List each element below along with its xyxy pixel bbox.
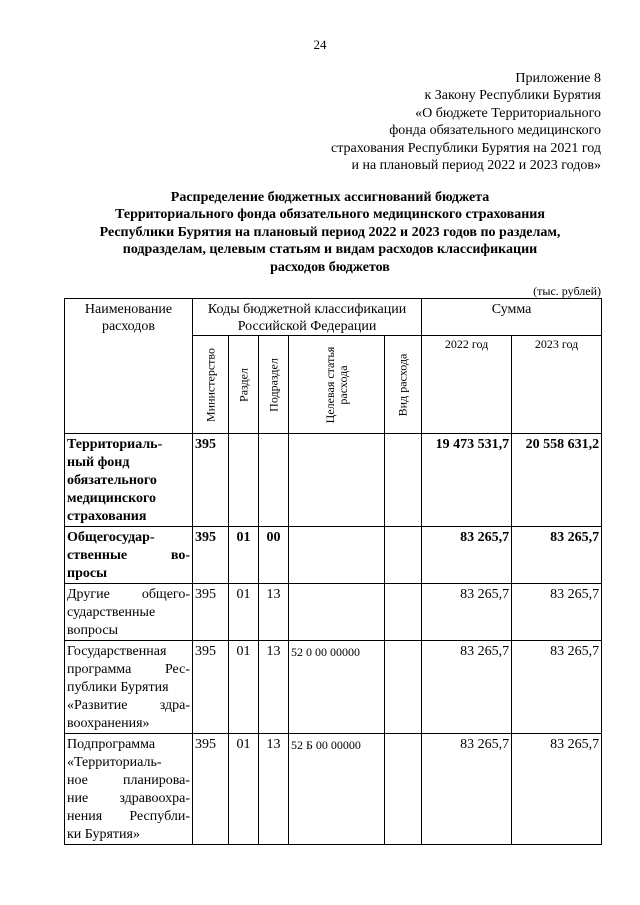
header-ministry-label: Министерство (203, 347, 217, 422)
header-target-label (324, 346, 350, 423)
row-name-line: ки Бурятия» (67, 827, 140, 842)
row-target: 52 Б 00 00000 (289, 734, 385, 845)
header-section (229, 336, 259, 434)
header-name-line: Наименование (84, 302, 173, 317)
appendix-line: фонда обязательного медицинского (389, 123, 601, 139)
row-name-line: нения Республи- (67, 809, 190, 824)
title-line: расходов бюджетов (270, 259, 390, 275)
title-line: подразделам, целевым статьям и видам расходов классификации (122, 242, 538, 258)
appendix-line: Приложение 8 (515, 71, 601, 86)
row-name-line: обязательного (67, 473, 157, 488)
row-section: 01 (229, 527, 259, 584)
header-name (65, 299, 193, 434)
header-year-2023: 2023 год (512, 336, 602, 434)
row-section: 01 (229, 641, 259, 734)
row-expense-type (385, 734, 422, 845)
appendix-line: и на плановый период 2022 и 2023 годов» (351, 158, 601, 174)
header-expense-type-label: Вид расхода (395, 353, 410, 416)
row-ministry: 395 (193, 434, 229, 527)
table-row (65, 527, 602, 584)
row-name-line: публики Бурятия (67, 680, 169, 695)
row-sum-2023: 83 265,7 (512, 584, 602, 641)
row-name (65, 584, 193, 641)
row-name-line: «Развитие здра- (67, 698, 190, 713)
row-sum-2022: 83 265,7 (422, 584, 512, 641)
header-expense-type (385, 336, 422, 434)
row-subsection: 13 (259, 584, 289, 641)
title-line: Распределение бюджетных ассигнований бюджета (170, 190, 490, 205)
row-name-line: Территориаль- (67, 437, 163, 452)
header-target-line: расхода (335, 364, 350, 405)
units-note: (тыс. рублей) (533, 284, 601, 298)
header-codes-line: Коды бюджетной классификации (207, 302, 407, 317)
row-name-line: воохранения» (67, 716, 150, 731)
row-name (65, 527, 193, 584)
row-sum-2022: 83 265,7 (422, 641, 512, 734)
row-subsection: 00 (259, 527, 289, 584)
row-name-line: вопросы (67, 623, 118, 638)
document-title (60, 189, 600, 276)
row-target: 52 0 00 00000 (289, 641, 385, 734)
header-section-label: Раздел (236, 367, 250, 402)
table-header-row (65, 299, 602, 336)
header-target (289, 336, 385, 434)
title-line: Территориального фонда обязательного медицинского страхования (115, 207, 545, 223)
appendix-line: «О бюджете Территориального (415, 105, 601, 121)
row-name-line: программа Рес- (67, 662, 190, 677)
table-row (65, 641, 602, 734)
header-subsection-label: Подраздел (266, 357, 280, 412)
header-codes (193, 299, 422, 336)
row-ministry: 395 (193, 584, 229, 641)
row-sum-2022: 83 265,7 (422, 527, 512, 584)
row-name-line: ный фонд (67, 455, 130, 470)
page-number: 24 (313, 37, 327, 52)
row-ministry: 395 (193, 734, 229, 845)
row-name-line: Другие общего- (67, 587, 190, 602)
row-target (289, 584, 385, 641)
row-name (65, 641, 193, 734)
row-target (289, 434, 385, 527)
row-expense-type (385, 527, 422, 584)
row-subsection (259, 434, 289, 527)
row-name (65, 734, 193, 845)
row-sum-2023: 83 265,7 (512, 527, 602, 584)
row-ministry: 395 (193, 527, 229, 584)
row-name-line: Общегосудар- (67, 530, 155, 545)
row-section: 01 (229, 734, 259, 845)
header-year-2022: 2022 год (422, 336, 512, 434)
row-name-line: медицинского (67, 491, 157, 506)
row-sum-2023: 20 558 631,2 (512, 434, 602, 527)
header-sum: Сумма (422, 299, 602, 336)
row-name (65, 434, 193, 527)
row-subsection: 13 (259, 641, 289, 734)
row-sum-2022: 83 265,7 (422, 734, 512, 845)
header-subsection (259, 336, 289, 434)
header-codes-line: Российской Федерации (237, 319, 377, 334)
budget-table (64, 298, 602, 845)
header-target-line: Целевая статья (322, 346, 337, 423)
row-name-line: Подпрограмма (67, 737, 156, 752)
title-line: Республики Бурятия на плановый период 2022 и 2023 годов по разделам, (99, 224, 561, 240)
row-target (289, 527, 385, 584)
row-name-line: страхования (67, 509, 147, 524)
row-expense-type (385, 584, 422, 641)
row-sum-2022: 19 473 531,7 (422, 434, 512, 527)
row-sum-2023: 83 265,7 (512, 734, 602, 845)
table-row (65, 734, 602, 845)
table-row (65, 434, 602, 527)
row-expense-type (385, 641, 422, 734)
row-name-line: ное планирова- (67, 773, 190, 788)
row-name-line: ние здравоохра- (67, 791, 190, 806)
row-section: 01 (229, 584, 259, 641)
row-name-line: Государственная (67, 644, 167, 659)
appendix-line: к Закону Республики Бурятия (424, 88, 601, 104)
row-name-line: просы (67, 566, 107, 581)
row-name-line: ственные во- (67, 548, 190, 563)
appendix-note (281, 70, 601, 174)
header-name-line: расходов (101, 319, 156, 334)
row-subsection: 13 (259, 734, 289, 845)
row-ministry: 395 (193, 641, 229, 734)
row-name-line: «Территориаль- (67, 755, 162, 770)
header-ministry (193, 336, 229, 434)
row-section (229, 434, 259, 527)
row-sum-2023: 83 265,7 (512, 641, 602, 734)
appendix-line: страхования Республики Бурятия на 2021 год (331, 140, 601, 156)
row-name-line: сударственные (67, 605, 156, 620)
row-expense-type (385, 434, 422, 527)
table-row (65, 584, 602, 641)
